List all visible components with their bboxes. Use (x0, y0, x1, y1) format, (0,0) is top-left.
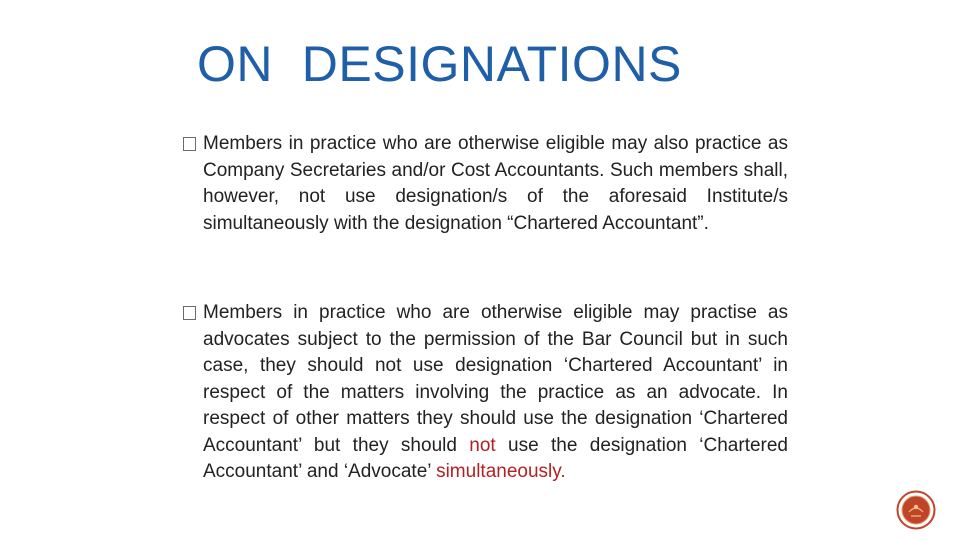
bullet-item-2 (183, 300, 788, 486)
bullet-text-2-part-1: Members in practice who are otherwise eligible may practise as advocates subject to the permission of the Bar Council but in such case, they should not use designation ‘Chartered Accountant’ in respect of the matters involving the practice as an advocate. In respect of other matters they should use the designation ‘Chartered Accountant’ but they should (203, 302, 788, 456)
square-bullet-icon (183, 306, 196, 320)
emblem-logo (896, 490, 936, 530)
bullet-text-2 (203, 300, 788, 486)
square-bullet-icon (183, 137, 196, 151)
slide-title: ON DESIGNATIONS (197, 36, 682, 92)
bullet-text-2-highlight-simultaneously: simultaneously. (436, 461, 566, 482)
bullet-text-2-highlight-not: not (469, 434, 496, 456)
bullet-item-1 (183, 131, 788, 237)
bullet-text-2-part-2: use the designation ‘Chartered Accountant’ and ‘Advocate’ (203, 434, 788, 482)
bullet-text-1: Members in practice who are otherwise eligible may also practice as Company Secretaries and/or Cost Accountants. Such members shall, however, not use designation/s of the aforesaid Institute/s simultaneously with the designation “Chartered Accountant”. (203, 133, 788, 234)
